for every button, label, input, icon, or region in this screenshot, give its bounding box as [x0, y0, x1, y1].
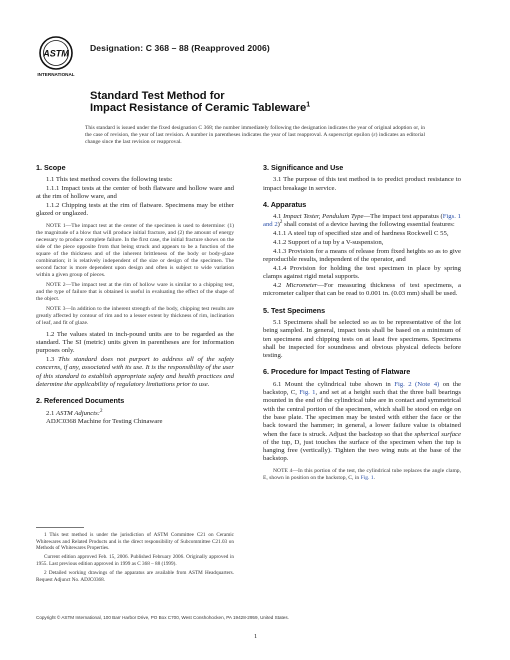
footnote-2: 2 Detailed working drawings of the apparatus are available from ASTM Headquarters. Request Adjunct No. ADJC0368.	[36, 569, 234, 583]
astm-logo-icon	[36, 36, 76, 78]
paragraph-4-1-4: 4.1.4 Provision for holding the test specimen in place by spring clamps against rigid metal supports.	[263, 264, 461, 281]
title-line-1: Standard Test Method for	[90, 90, 225, 102]
paragraph-1-2: 1.2 The values stated in inch-pound units are to be regarded as the standard. The SI (metric) units given in parentheses are for information purposes only.	[36, 330, 234, 355]
left-column	[36, 156, 234, 427]
note-2: NOTE 2—The impact test at the rim of hollow ware is similar to a chipping test, and the type of failure that is obtained is useful in evaluating the effect of the shape of the object.	[36, 281, 234, 302]
section-heading-significance: 3. Significance and Use	[263, 163, 344, 172]
note-1: NOTE 1—The impact test at the center of the specimen is used to determine: (1) the magnitude of a blow that will produce initial fracture, and (2) the amount of energy necessary to produce complete failure. In the first case, the initial fracture shows on the side of the piece opposite from that being struck and appears to be a function of the square of the thickness and of the inherent brittleness of the body or body-glaze combination; it is relatively independent of the size or design of the specimen. The second factor is more dependent upon design and often is subject to wide variation within a given group of pieces.	[36, 222, 234, 278]
note-4-fig-1-link[interactable]: Fig. 1	[360, 474, 374, 481]
svg-text:ASTM: ASTM	[43, 48, 69, 59]
paragraph-5-1: 5.1 Specimens shall be selected so as to be representative of the lot being sampled. In general, impact tests shall be based on a minimum of ten specimens and chipping tests on at least five specimens. Specimens shall be inspected for soundness and obvious physical defects before testing.	[263, 318, 461, 360]
footnote-1: 1 This test method is under the jurisdiction of ASTM Committee C21 on Ceramic Whitewares and Related Products and is the direct responsibility of Subcommittee C21.03 on Methods of Whitewares Properties.	[36, 532, 234, 552]
paragraph-2-1: 2.1 ASTM Adjuncts:$^2$	[46, 408, 103, 417]
section-heading-apparatus: 4. Apparatus	[263, 199, 307, 209]
footnote-divider	[36, 527, 84, 528]
page-number: 1	[254, 633, 258, 640]
note-3: NOTE 3—In addition to the inherent strength of the body, chipping test results are greatly affected by contour of rim and to a lesser extent by thickness of rim, inclination of leaf, and fit of glaze.	[36, 305, 234, 326]
adjunct-item: ADJC0368 Machine for Testing Chinaware	[46, 418, 163, 426]
fig-1-link[interactable]: Fig. 1	[299, 389, 316, 397]
copyright-line: Copyright © ASTM International, 100 Barr Harbor Drive, PO Box C700, West Conshohocken, PA 19428-2959, United States.	[36, 615, 289, 620]
paragraph-4-1-1: 4.1.1 A steel tup of specified size and of hardness Rockwell C 55,	[273, 230, 449, 238]
footnote-1-edition: Current edition approved Feb. 15, 2006. Published February 2006. Originally approved in 1955. Last previous edition approved in 1999 as C 368 – 88 (1999).	[36, 554, 234, 567]
right-column	[263, 156, 461, 482]
section-heading-specimens: 5. Test Specimens	[263, 305, 326, 315]
fig-2-note-4-link[interactable]: Fig. 2 (Note 4)	[394, 380, 440, 388]
paragraph-4-1-3: 4.1.3 Provision for a means of release from fixed heights so as to give reproducible results, independent of the operator, and	[263, 247, 461, 264]
title-line-2: Impact Resistance of Ceramic Tableware$^1$	[90, 101, 311, 114]
paragraph-1-1-1: 1.1.1 Impact tests at the center of both flatware and hollow ware and at the rim of hollow ware, and	[36, 185, 234, 201]
section-heading-referenced: 2. Referenced Documents	[36, 396, 125, 406]
section-heading-procedure: 6. Procedure for Impact Testing of Flatware	[263, 367, 411, 377]
figs-1-2-link[interactable]: Figs. 1 and 2	[263, 213, 461, 229]
svg-text:INTERNATIONAL: INTERNATIONAL	[37, 72, 75, 77]
intro-paragraph: This standard is issued under the fixed designation C 368; the number immediately following the designation indicates the year of original adoption or, in the case of revision, the year of last revision. A number in parentheses indicates the year of last reapproval. A superscript epsilon (ε) indicates an editorial change since the last revision or reapproval.	[85, 125, 425, 145]
document-title	[90, 91, 310, 115]
paragraph-6-1: 6.1 Mount the cylindrical tube shown in Fig. 2 (Note 4) on the backstop, C, Fig. 1, and set at a height such that the three ball bearings mounted in the end of the cylindrical tube are in contact and symmetrical with the central portion of the specimen, which shall be stood on edge on the base plate. The specimen may be tested with either the face or the back toward the hammer; in general, a lower failure value is obtained when the face is struck. Adjust the backstop so that the spherical surface of the tup, D, just touches the surface of the specimen when the tup is hanging free (vertically). Tighten the two wing nuts at the base of the backstop.	[263, 380, 462, 463]
note-4: NOTE 4—In this portion of the test, the cylindrical tube replaces the angle clamp, E, shown in position on the backstop, C, in Fig. 1.	[263, 467, 461, 481]
paragraph-4-2: 4.2 Micrometer—For measuring thickness of test specimens, a micrometer caliper that can be read to 0.001 in. (0.03 mm) shall be used.	[263, 282, 462, 298]
paragraph-4-1: 4.1 Impact Tester, Pendulum Type—The impact test apparatus (Figs. 1 and 2)$^2$ shall consist of a device having the following essential features:	[263, 213, 461, 229]
paragraph-4-1-2: 4.1.2 Support of a tup by a V-suspension,	[273, 239, 384, 247]
footnotes	[36, 532, 234, 586]
paragraph-3-1: 3.1 The purpose of this test method is to predict product resistance to impact breakage in service.	[263, 176, 461, 192]
paragraph-1-1-2: 1.1.2 Chipping tests at the rim of flatware. Specimens may be either glazed or unglazed.	[36, 202, 234, 218]
section-heading-scope: 1. Scope	[36, 163, 66, 172]
paragraph-1-3: 1.3 This standard does not purport to address all of the safety concerns, if any, associated with its use. It is the responsibility of the user of this standard to establish appropriate safety and health practices and determine the applicability of regulatory limitations prior to use.	[36, 356, 234, 389]
designation: Designation: C 368 – 88 (Reapproved 2006)	[90, 43, 270, 53]
paragraph-1-1: 1.1 This test method covers the following tests:	[46, 176, 173, 184]
